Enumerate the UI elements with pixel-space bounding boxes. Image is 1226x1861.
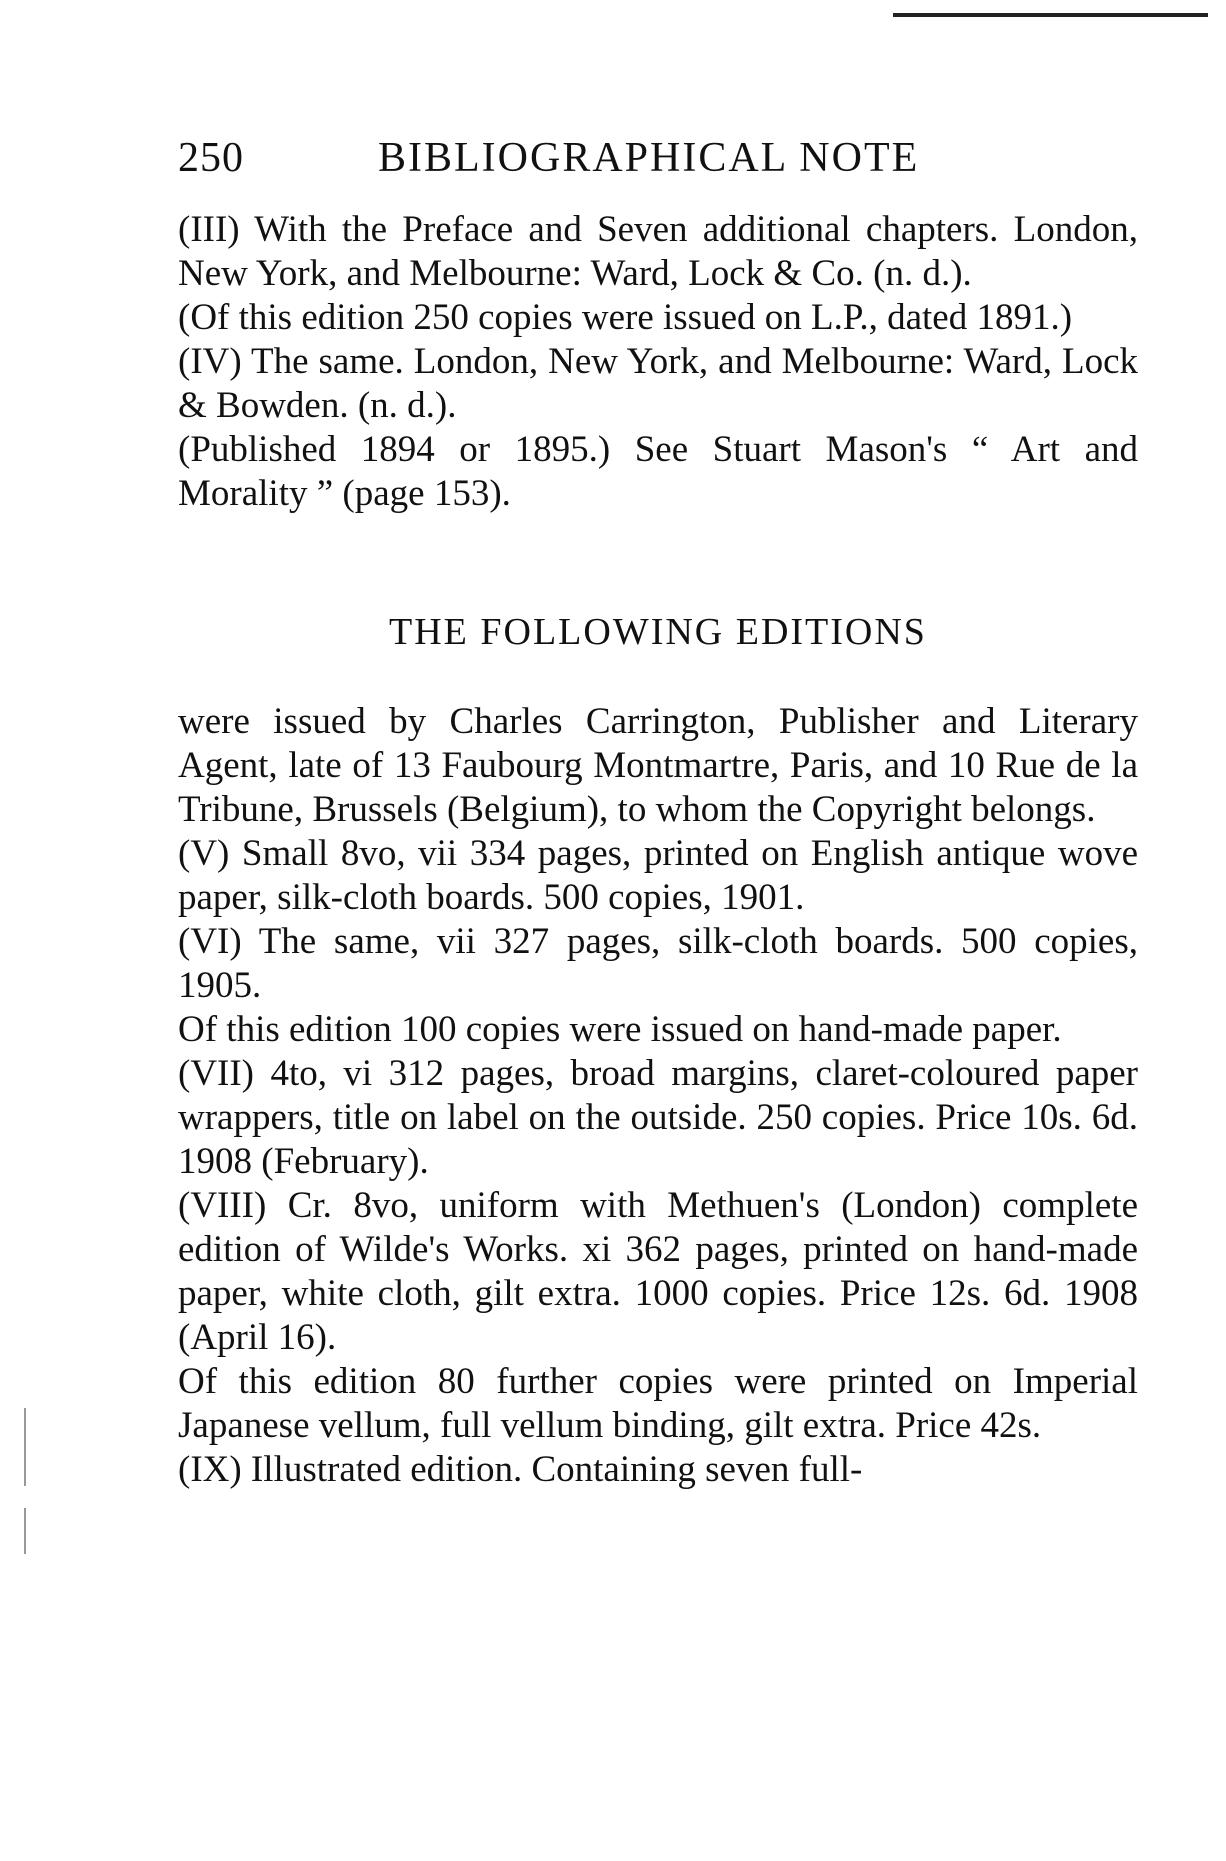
- paragraph: (V) Small 8vo, vii 334 pages, printed on English antique wove paper, silk-cloth boards. 500 copies, 1901.: [178, 833, 1138, 918]
- page-header: [178, 128, 1138, 188]
- margin-scan-mark: [24, 1508, 26, 1554]
- paragraph: (Published 1894 or 1895.) See Stuart Mason's “ Art and Morality ” (page 153).: [178, 429, 1138, 514]
- paragraph: were issued by Charles Carrington, Publisher and Literary Agent, late of 13 Faubourg Montmartre, Paris, and 10 Rue de la Tribune, Brussels (Belgium), to whom the Copyright belongs.: [178, 701, 1138, 830]
- book-page: [178, 128, 1138, 1492]
- paragraph: (IV) The same. London, New York, and Melbourne: Ward, Lock & Bowden. (n. d.).: [178, 341, 1138, 426]
- paragraph: (VIII) Cr. 8vo, uniform with Methuen's (London) complete edition of Wilde's Works. xi 362 pages, printed on hand-made paper, white cloth, gilt extra. 1000 copies. Price 12s. 6d. 1908 (April 16).: [178, 1185, 1138, 1358]
- paragraph: (III) With the Preface and Seven additional chapters. London, New York, and Melbourne: Ward, Lock & Co. (n. d.).: [178, 209, 1138, 294]
- page-number: 250: [178, 135, 244, 181]
- paragraph: (IX) Illustrated edition. Containing seven full-: [178, 1449, 863, 1490]
- margin-scan-mark: [24, 1408, 26, 1486]
- paragraph: (VII) 4to, vi 312 pages, broad margins, claret-coloured paper wrappers, title on label on the outside. 250 copies. Price 10s. 6d. 1908 (February).: [178, 1053, 1138, 1182]
- paragraph: (Of this edition 250 copies were issued on L.P., dated 1891.): [178, 297, 1073, 338]
- running-title: BIBLIOGRAPHICAL NOTE: [378, 135, 920, 181]
- paragraph: (VI) The same, vii 327 pages, silk-cloth boards. 500 copies, 1905.: [178, 921, 1138, 1006]
- paragraph: Of this edition 80 further copies were printed on Imperial Japanese vellum, full vellum binding, gilt extra. Price 42s.: [178, 1361, 1138, 1446]
- section-heading: THE FOLLOWING EDITIONS: [389, 611, 927, 653]
- paragraph: Of this edition 100 copies were issued on hand-made paper.: [178, 1009, 1062, 1050]
- top-edge-rule: [893, 13, 1208, 17]
